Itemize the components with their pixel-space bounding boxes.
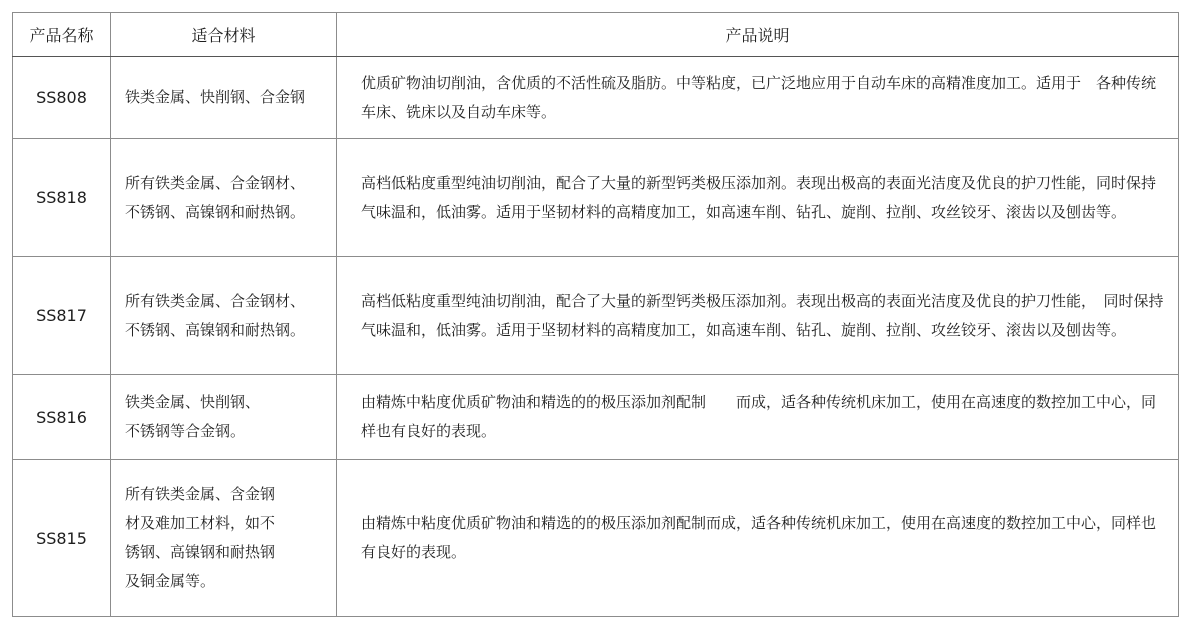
product-name-cell: SS818: [13, 139, 111, 257]
materials-cell: 所有铁类金属、合金钢材、 不锈钢、高镍钢和耐热钢。: [111, 257, 337, 375]
table-row: [13, 460, 1179, 617]
materials-cell: 所有铁类金属、含金钢 材及难加工材料，如不 锈钢、高镍钢和耐热钢 及铜金属等。: [111, 460, 337, 617]
product-name-cell: SS817: [13, 257, 111, 375]
description-cell: 优质矿物油切削油，含优质的不活性硫及脂肪。中等粘度，已广泛地应用于自动车床的高精准度加工。适用于 各种传统车床、铣床以及自动车床等。: [337, 57, 1179, 139]
materials-cell: 铁类金属、快削钢、 不锈钢等合金钢。: [111, 375, 337, 460]
header-product-name: 产品名称: [13, 13, 111, 57]
product-table: [12, 12, 1179, 617]
table-row: [13, 57, 1179, 139]
description-cell: 高档低粘度重型纯油切削油，配合了大量的新型钙类极压添加剂。表现出极高的表面光洁度及优良的护刀性能， 同时保持气味温和，低油雾。适用于坚韧材料的高精度加工，如高速车削、钻孔、旋削、拉削、攻丝铰牙、滚齿以及刨齿等。: [337, 257, 1179, 375]
product-name-cell: SS808: [13, 57, 111, 139]
product-name-cell: SS815: [13, 460, 111, 617]
materials-cell: 铁类金属、快削钢、合金钢: [111, 57, 337, 139]
header-description: 产品说明: [337, 13, 1179, 57]
description-cell: 高档低粘度重型纯油切削油，配合了大量的新型钙类极压添加剂。表现出极高的表面光洁度及优良的护刀性能，同时保持气味温和，低油雾。适用于坚韧材料的高精度加工，如高速车削、钻孔、旋削、拉削、攻丝铰牙、滚齿以及刨齿等。: [337, 139, 1179, 257]
description-cell: 由精炼中粘度优质矿物油和精选的的极压添加剂配制 而成，适各种传统机床加工，使用在高速度的数控加工中心，同样也有良好的表现。: [337, 375, 1179, 460]
table-row: [13, 257, 1179, 375]
table-row: [13, 139, 1179, 257]
table-header-row: [13, 13, 1179, 57]
product-name-cell: SS816: [13, 375, 111, 460]
table-row: [13, 375, 1179, 460]
description-cell: 由精炼中粘度优质矿物油和精选的的极压添加剂配制而成，适各种传统机床加工，使用在高速度的数控加工中心，同样也有良好的表现。: [337, 460, 1179, 617]
header-materials: 适合材料: [111, 13, 337, 57]
materials-cell: 所有铁类金属、合金钢材、 不锈钢、高镍钢和耐热钢。: [111, 139, 337, 257]
